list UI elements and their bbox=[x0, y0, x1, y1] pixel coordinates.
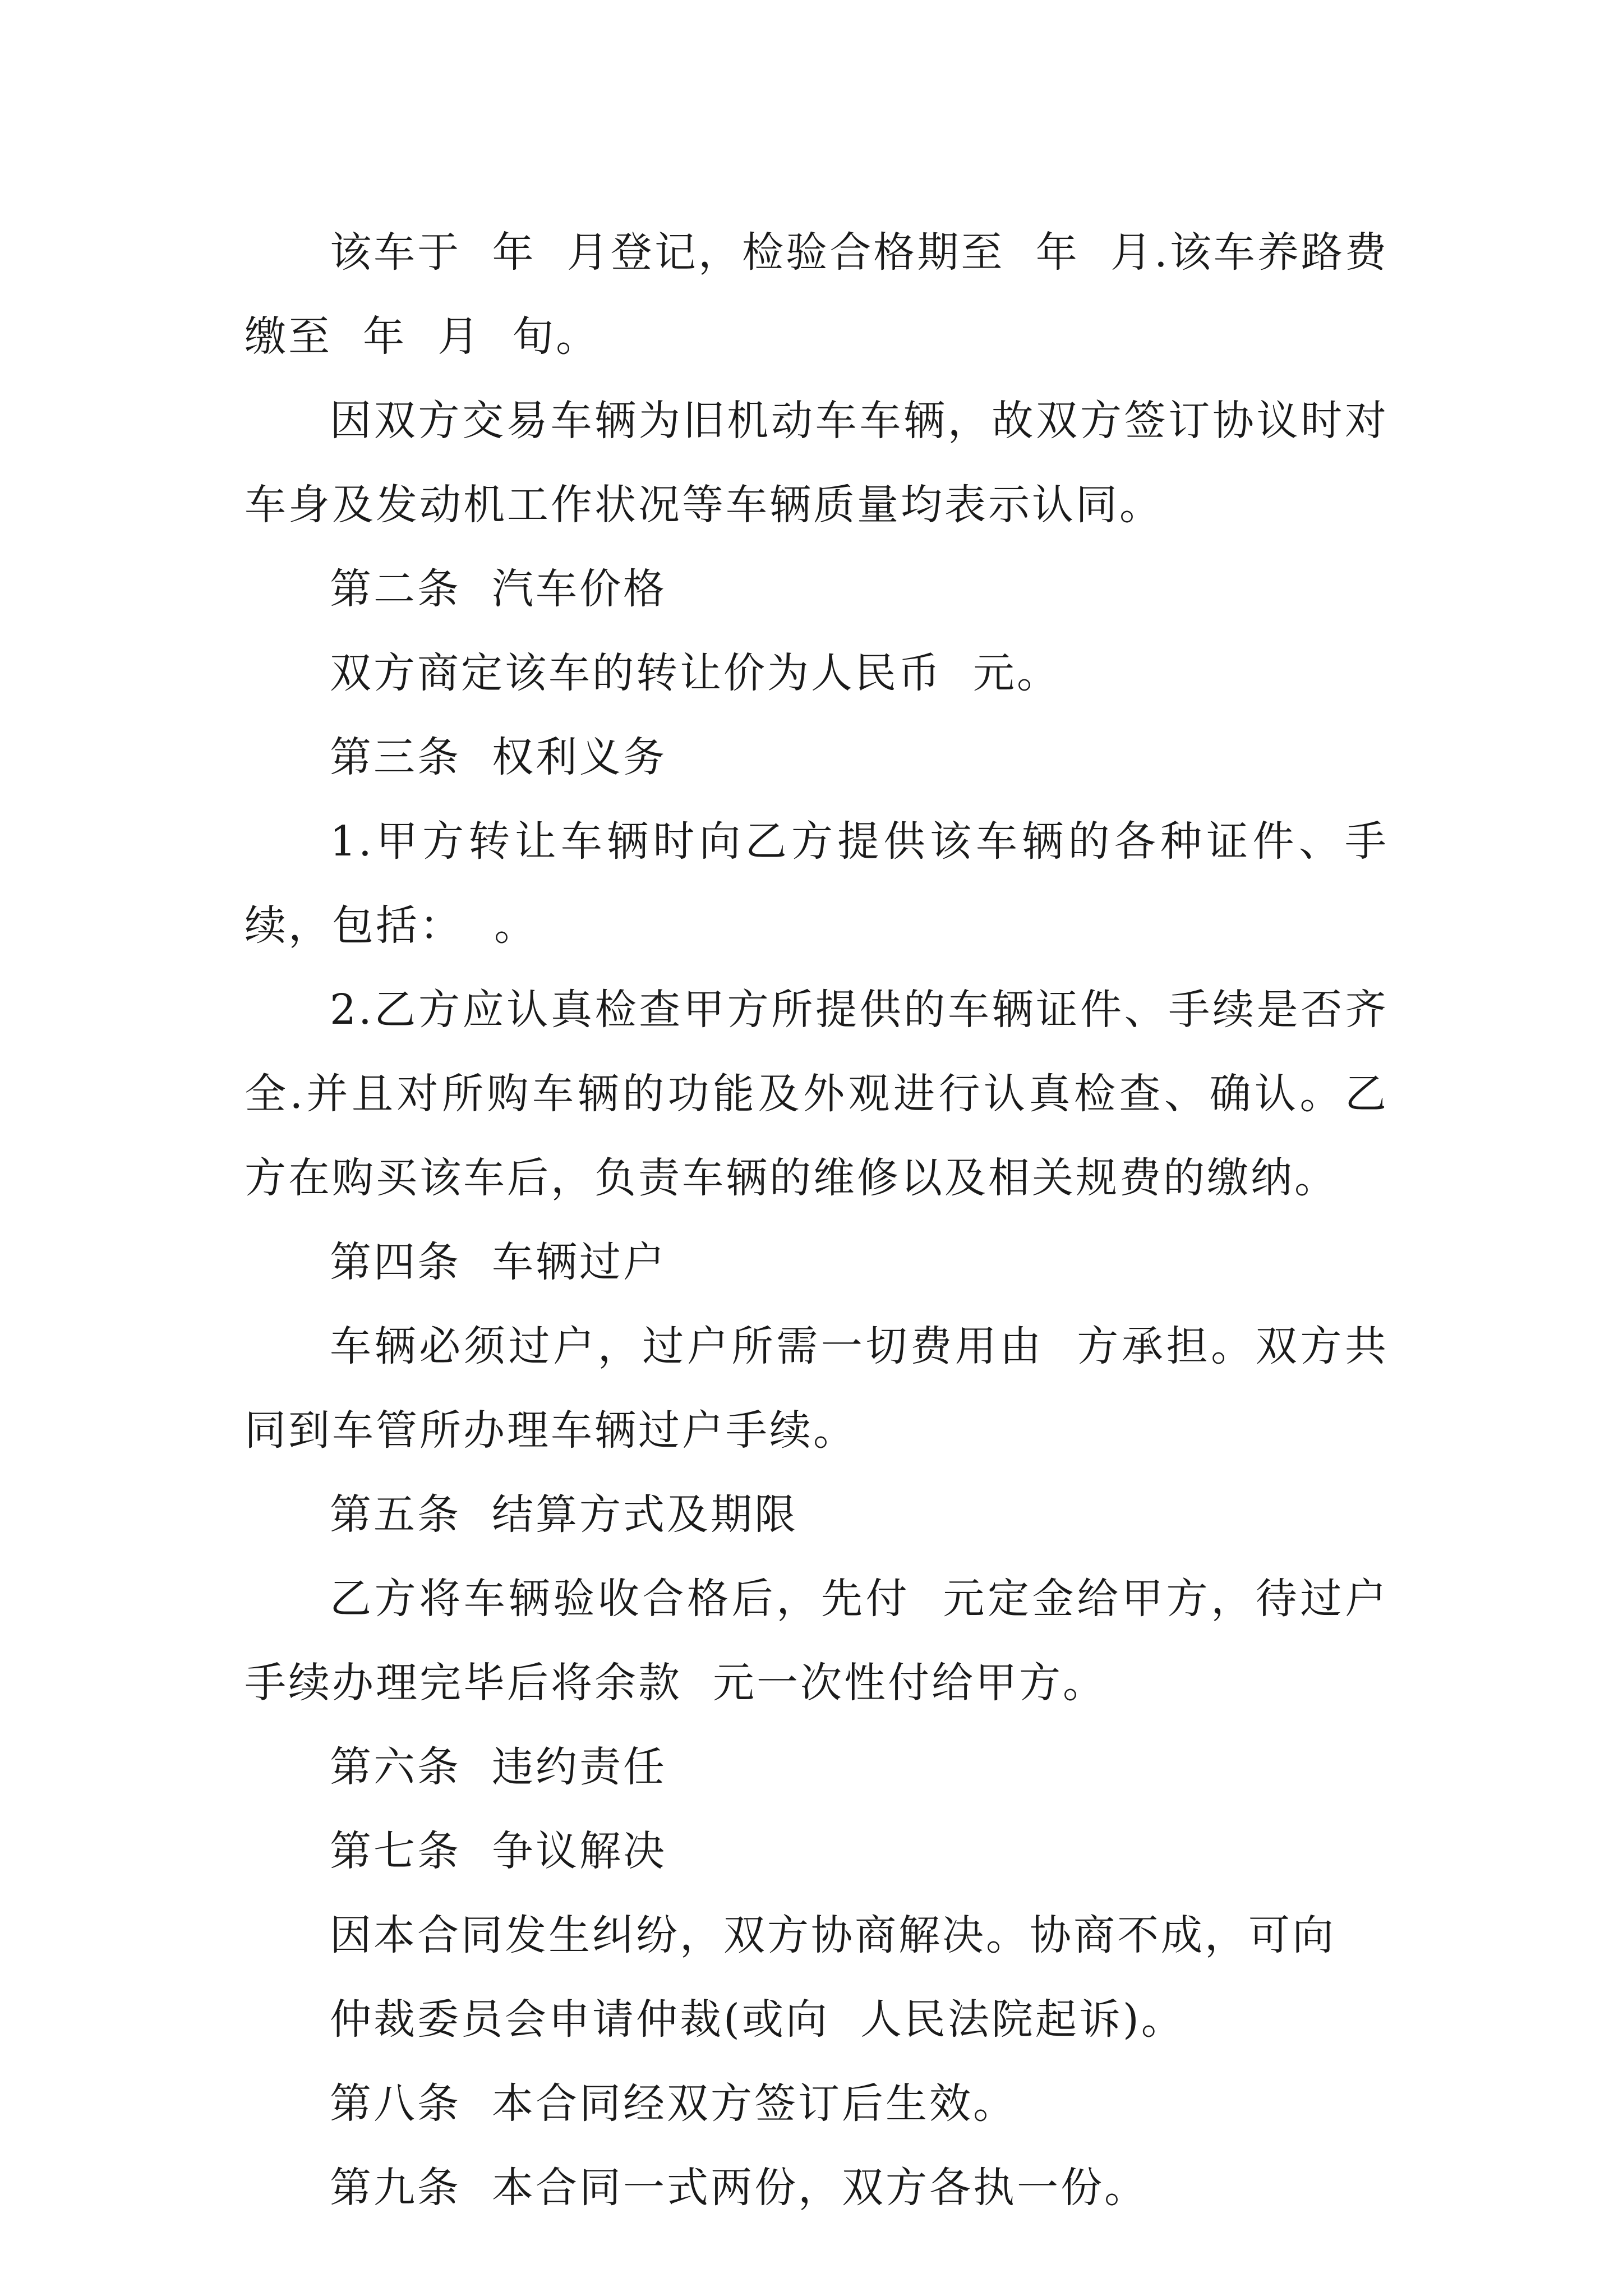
article-8-clause: 第八条 本合同经双方签订后生效。 bbox=[330, 2079, 1017, 2128]
paragraph-seller-documents: 1.甲方转让车辆时向乙方提供该车辆的各种证件、手续，包括： 。 bbox=[245, 817, 1389, 950]
paragraph-dispute-line-2: 仲裁委员会申请仲裁(或向 人民法院起诉)。 bbox=[330, 1995, 1185, 2044]
paragraph-price: 双方商定该车的转让价为人民币 元。 bbox=[330, 649, 1061, 697]
paragraph-payment: 乙方将车辆验收合格后，先付 元定金给甲方，待过户手续办理完毕后将余款 元一次性付给甲方。 bbox=[245, 1575, 1389, 1707]
article-7-heading: 第七条 争议解决 bbox=[330, 1827, 667, 1875]
paragraph-dispute-line-1: 因本合同发生纠纷，双方协商解决。协商不成，可向 bbox=[330, 1911, 1336, 1959]
paragraph-registration: 该车于 年 月登记，检验合格期至 年 月.该车养路费缴至 年 月 旬。 bbox=[245, 228, 1389, 361]
paragraph-buyer-inspection: 2.乙方应认真检查甲方所提供的车辆证件、手续是否齐全.并且对所购车辆的功能及外观进行认真检查、确认。乙方在购买该车后，负责车辆的维修以及相关规费的缴纳。 bbox=[245, 986, 1389, 1202]
paragraph-condition-acknowledgement: 因双方交易车辆为旧机动车车辆，故双方签订协议时对车身及发动机工作状况等车辆质量均表示认同。 bbox=[245, 397, 1389, 529]
article-5-heading: 第五条 结算方式及期限 bbox=[330, 1490, 799, 1539]
article-3-heading: 第三条 权利义务 bbox=[330, 733, 667, 781]
paragraph-transfer: 车辆必须过户，过户所需一切费用由 方承担。双方共同到车管所办理车辆过户手续。 bbox=[245, 1322, 1389, 1455]
article-2-heading: 第二条 汽车价格 bbox=[330, 565, 667, 613]
article-6-heading: 第六条 违约责任 bbox=[330, 1743, 667, 1791]
article-4-heading: 第四条 车辆过户 bbox=[330, 1238, 667, 1286]
article-9-clause: 第九条 本合同一式两份，双方各执一份。 bbox=[330, 2164, 1149, 2212]
contract-body bbox=[245, 210, 1389, 2230]
